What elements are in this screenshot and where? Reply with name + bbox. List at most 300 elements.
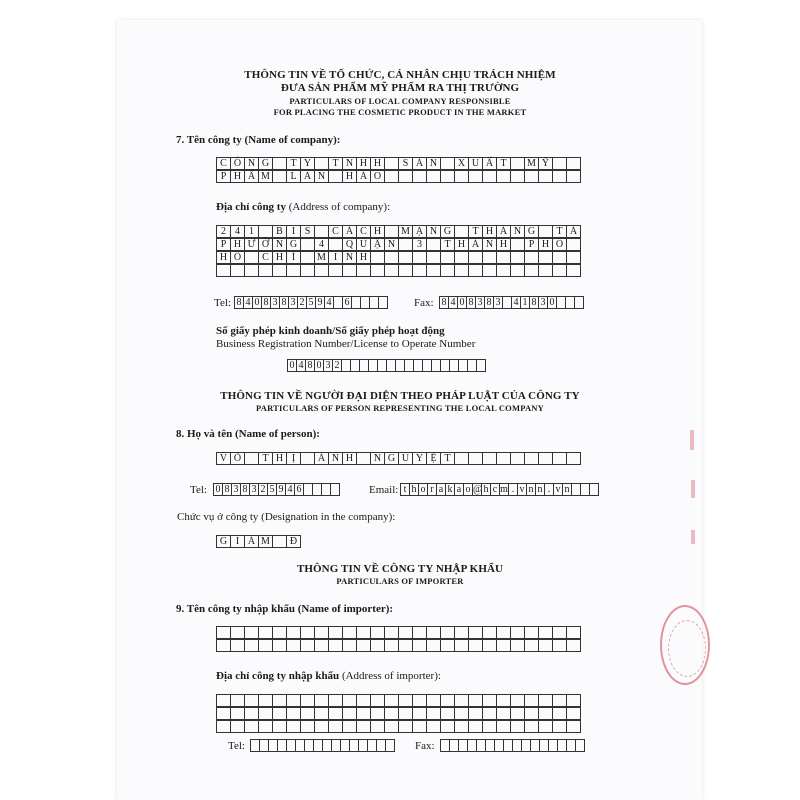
char-cell — [384, 170, 399, 183]
representative-heading-vn: THÔNG TIN VỀ NGƯỜI ĐẠI DIỆN THEO PHÁP LUẬT CỦA CÔNG TY — [220, 390, 580, 402]
company-address-row2[interactable] — [216, 238, 581, 251]
company-address-label-vn: Địa chỉ công ty — [216, 201, 286, 213]
char-cell: G — [286, 238, 301, 251]
char-cell — [300, 694, 315, 707]
char-cell — [342, 720, 357, 733]
char-cell: 3 — [231, 483, 241, 496]
importer-address-label-en: (Address of importer): — [341, 670, 441, 682]
char-cell: 3 — [538, 296, 548, 309]
char-cell: Ỹ — [538, 157, 553, 170]
char-cell: 8 — [261, 296, 271, 309]
char-cell — [216, 707, 231, 720]
char-cell: C — [356, 225, 371, 238]
char-cell — [314, 720, 329, 733]
char-cell: P — [524, 238, 539, 251]
char-cell — [384, 157, 399, 170]
char-cell: T — [328, 157, 343, 170]
char-cell: c — [490, 483, 500, 496]
char-cell — [300, 707, 315, 720]
char-cell: N — [426, 157, 441, 170]
char-cell — [510, 170, 525, 183]
char-cell — [385, 739, 395, 752]
char-cell — [412, 170, 427, 183]
char-cell — [230, 264, 245, 277]
char-cell — [258, 707, 273, 720]
char-cell: Á — [496, 225, 511, 238]
char-cell — [538, 251, 553, 264]
char-cell — [538, 170, 553, 183]
char-cell — [356, 452, 371, 465]
char-cell — [216, 639, 231, 652]
char-cell — [314, 157, 329, 170]
char-cell — [440, 264, 455, 277]
company-address-row1[interactable] — [216, 225, 581, 238]
char-cell: N — [342, 251, 357, 264]
char-cell: 3 — [412, 238, 427, 251]
char-cell — [566, 251, 581, 264]
char-cell — [314, 639, 329, 652]
char-cell — [468, 264, 483, 277]
char-cell — [328, 694, 343, 707]
char-cell: N — [328, 452, 343, 465]
char-cell — [524, 626, 539, 639]
char-cell — [524, 170, 539, 183]
char-cell: S — [398, 157, 413, 170]
char-cell — [552, 452, 567, 465]
char-cell: 8 — [466, 296, 476, 309]
char-cell — [552, 170, 567, 183]
char-cell — [552, 157, 567, 170]
char-cell: 3 — [323, 359, 333, 372]
char-cell — [272, 720, 287, 733]
char-cell: G — [384, 452, 399, 465]
char-cell — [370, 639, 385, 652]
char-cell — [510, 251, 525, 264]
char-cell — [314, 264, 329, 277]
char-cell: V — [216, 452, 231, 465]
char-cell — [496, 707, 511, 720]
designation-row[interactable] — [216, 535, 301, 548]
char-cell: M — [258, 535, 273, 548]
char-cell — [384, 694, 399, 707]
char-cell: 2 — [297, 296, 307, 309]
char-cell — [286, 639, 301, 652]
char-cell — [496, 251, 511, 264]
char-cell — [384, 264, 399, 277]
char-cell: G — [524, 225, 539, 238]
char-cell — [426, 707, 441, 720]
char-cell — [496, 452, 511, 465]
char-cell — [468, 251, 483, 264]
char-cell: T — [258, 452, 273, 465]
char-cell: M — [398, 225, 413, 238]
char-cell — [230, 694, 245, 707]
char-cell — [468, 170, 483, 183]
char-cell — [482, 707, 497, 720]
importer-address-row1[interactable] — [216, 694, 581, 707]
char-cell: 4 — [285, 483, 295, 496]
char-cell — [230, 720, 245, 733]
char-cell — [244, 720, 259, 733]
designation-label: Chức vụ ở công ty (Designation in the company): — [177, 511, 396, 523]
char-cell — [510, 639, 525, 652]
char-cell: N — [314, 170, 329, 183]
char-cell: 4 — [314, 238, 329, 251]
char-cell — [510, 626, 525, 639]
char-cell: M — [258, 170, 273, 183]
company-address-row3[interactable] — [216, 251, 581, 264]
char-cell — [398, 626, 413, 639]
char-cell — [398, 720, 413, 733]
char-cell: Ố — [552, 238, 567, 251]
representative-heading-en: PARTICULARS OF PERSON REPRESENTING THE LOCAL COMPANY — [256, 403, 544, 413]
char-cell: Ả — [356, 170, 371, 183]
char-cell — [272, 626, 287, 639]
char-cell — [342, 626, 357, 639]
char-cell: N — [384, 238, 399, 251]
char-cell: H — [342, 170, 357, 183]
char-cell — [524, 264, 539, 277]
char-cell: H — [454, 238, 469, 251]
char-cell: h — [481, 483, 491, 496]
char-cell — [482, 639, 497, 652]
char-cell: T — [552, 225, 567, 238]
char-cell — [258, 225, 273, 238]
char-cell — [272, 264, 287, 277]
company-tel-row[interactable] — [234, 296, 388, 309]
char-cell — [272, 694, 287, 707]
person-name-row[interactable] — [216, 452, 581, 465]
char-cell — [538, 452, 553, 465]
char-cell — [258, 639, 273, 652]
char-cell — [286, 264, 301, 277]
importer-address-row3[interactable] — [216, 720, 581, 733]
char-cell — [440, 639, 455, 652]
char-cell: G — [258, 157, 273, 170]
char-cell — [216, 720, 231, 733]
char-cell — [300, 639, 315, 652]
char-cell — [454, 225, 469, 238]
char-cell: a — [436, 483, 446, 496]
char-cell — [286, 694, 301, 707]
char-cell — [496, 626, 511, 639]
char-cell — [538, 694, 553, 707]
char-cell — [378, 296, 388, 309]
char-cell: H — [272, 251, 287, 264]
char-cell — [330, 483, 340, 496]
importer-address-row2[interactable] — [216, 707, 581, 720]
char-cell: 0 — [457, 296, 467, 309]
char-cell: k — [445, 483, 455, 496]
char-cell — [426, 720, 441, 733]
char-cell: P — [216, 170, 231, 183]
char-cell: N — [482, 238, 497, 251]
char-cell: 3 — [270, 296, 280, 309]
char-cell: Ẩ — [244, 170, 259, 183]
char-cell — [328, 264, 343, 277]
char-cell: 4 — [448, 296, 458, 309]
char-cell — [370, 264, 385, 277]
importer-address-label — [216, 670, 441, 682]
char-cell — [412, 626, 427, 639]
char-cell: 0 — [252, 296, 262, 309]
char-cell: 2 — [258, 483, 268, 496]
char-cell — [384, 720, 399, 733]
char-cell: @ — [473, 484, 483, 495]
char-cell: Á — [244, 535, 259, 548]
char-cell — [356, 264, 371, 277]
char-cell: 4 — [243, 296, 253, 309]
char-cell — [566, 626, 581, 639]
char-cell — [496, 170, 511, 183]
char-cell: Á — [342, 225, 357, 238]
char-cell — [454, 251, 469, 264]
char-cell: H — [356, 251, 371, 264]
char-cell — [566, 639, 581, 652]
char-cell — [454, 720, 469, 733]
char-cell — [356, 626, 371, 639]
company-tel-label: Tel: — [214, 297, 231, 309]
char-cell: H — [230, 170, 245, 183]
char-cell — [510, 694, 525, 707]
char-cell: Ồ — [230, 251, 245, 264]
char-cell — [244, 626, 259, 639]
char-cell — [440, 720, 455, 733]
char-cell — [468, 639, 483, 652]
char-cell — [384, 251, 399, 264]
char-cell: C — [328, 225, 343, 238]
license-row[interactable] — [287, 359, 486, 372]
char-cell — [552, 694, 567, 707]
char-cell: M — [314, 251, 329, 264]
char-cell: 5 — [306, 296, 316, 309]
char-cell: o — [463, 483, 473, 496]
char-cell: U — [356, 238, 371, 251]
char-cell — [398, 694, 413, 707]
company-fax-label: Fax: — [414, 297, 434, 309]
red-mark — [690, 430, 694, 450]
importer-tel-row[interactable] — [250, 739, 395, 752]
char-cell: T — [440, 238, 455, 251]
char-cell — [272, 707, 287, 720]
char-cell: n — [562, 483, 572, 496]
char-cell — [566, 264, 581, 277]
char-cell: U — [398, 452, 413, 465]
char-cell: 1 — [244, 225, 259, 238]
char-cell — [566, 452, 581, 465]
char-cell: 8 — [305, 359, 315, 372]
char-cell: 4 — [324, 296, 334, 309]
char-cell: P — [216, 238, 231, 251]
red-mark — [691, 530, 695, 544]
char-cell — [510, 707, 525, 720]
char-cell — [258, 694, 273, 707]
person-name-label: 8. Họ và tên (Name of person): — [176, 428, 320, 440]
char-cell: Á — [314, 452, 329, 465]
char-cell: T — [468, 225, 483, 238]
char-cell — [384, 639, 399, 652]
char-cell — [482, 251, 497, 264]
char-cell: T — [286, 157, 301, 170]
char-cell — [398, 238, 413, 251]
char-cell — [342, 707, 357, 720]
importer-name-row1[interactable] — [216, 626, 581, 639]
char-cell — [468, 626, 483, 639]
char-cell — [216, 694, 231, 707]
char-cell: Õ — [230, 452, 245, 465]
char-cell — [468, 694, 483, 707]
company-address-row4[interactable] — [216, 264, 581, 277]
char-cell — [510, 264, 525, 277]
char-cell: n — [526, 483, 536, 496]
char-cell — [426, 170, 441, 183]
char-cell — [272, 535, 287, 548]
company-name-row1[interactable] — [216, 157, 581, 170]
char-cell — [300, 720, 315, 733]
char-cell — [258, 264, 273, 277]
char-cell — [398, 170, 413, 183]
char-cell — [482, 720, 497, 733]
char-cell — [566, 707, 581, 720]
char-cell: 3 — [493, 296, 503, 309]
importer-tel-label: Tel: — [228, 740, 245, 752]
char-cell: h — [409, 483, 419, 496]
char-cell: N — [426, 225, 441, 238]
char-cell — [398, 264, 413, 277]
char-cell — [384, 707, 399, 720]
char-cell: 2 — [332, 359, 342, 372]
license-label-vn: Số giấy phép kinh doanh/Số giấy phép hoạt động — [216, 325, 445, 337]
char-cell — [272, 157, 287, 170]
char-cell: 0 — [213, 483, 223, 496]
char-cell: 4 — [511, 296, 521, 309]
char-cell — [510, 452, 525, 465]
char-cell — [384, 225, 399, 238]
char-cell — [300, 626, 315, 639]
char-cell — [328, 170, 343, 183]
char-cell: a — [454, 483, 464, 496]
char-cell: H — [272, 452, 287, 465]
char-cell: H — [496, 238, 511, 251]
char-cell — [454, 626, 469, 639]
char-cell — [538, 264, 553, 277]
char-cell — [454, 694, 469, 707]
char-cell — [482, 170, 497, 183]
char-cell — [524, 694, 539, 707]
person-email-row[interactable] — [400, 483, 599, 496]
company-name-label: 7. Tên công ty (Name of company): — [176, 134, 341, 146]
char-cell: I — [230, 535, 245, 548]
person-tel-label: Tel: — [190, 484, 207, 496]
char-cell: H — [216, 251, 231, 264]
company-name-row2[interactable] — [216, 170, 581, 183]
char-cell — [552, 626, 567, 639]
char-cell: Ạ — [412, 225, 427, 238]
char-cell: Á — [566, 225, 581, 238]
char-cell: 9 — [276, 483, 286, 496]
char-cell — [412, 694, 427, 707]
char-cell: 1 — [520, 296, 530, 309]
char-cell: B — [272, 225, 287, 238]
char-cell — [370, 694, 385, 707]
char-cell: 8 — [240, 483, 250, 496]
char-cell: 8 — [279, 296, 289, 309]
char-cell: N — [342, 157, 357, 170]
char-cell: H — [370, 225, 385, 238]
char-cell — [482, 694, 497, 707]
char-cell — [482, 264, 497, 277]
company-address-label-en: (Address of company): — [288, 201, 391, 213]
char-cell — [216, 626, 231, 639]
char-cell: 8 — [234, 296, 244, 309]
char-cell: Y — [412, 452, 427, 465]
company-fax-row[interactable] — [439, 296, 584, 309]
red-mark — [691, 480, 695, 498]
char-cell: Đ — [286, 535, 301, 548]
char-cell: Q — [342, 238, 357, 251]
char-cell: Ờ — [258, 238, 273, 251]
char-cell: . — [544, 483, 554, 496]
char-cell — [370, 720, 385, 733]
char-cell: 4 — [230, 225, 245, 238]
header-vn-line2: ĐƯA SẢN PHẨM MỸ PHẨM RA THỊ TRƯỜNG — [280, 82, 520, 94]
char-cell — [524, 720, 539, 733]
char-cell — [412, 720, 427, 733]
char-cell — [398, 639, 413, 652]
char-cell — [286, 626, 301, 639]
char-cell: N — [244, 157, 259, 170]
importer-heading-en: PARTICULARS OF IMPORTER — [336, 576, 464, 586]
char-cell — [496, 264, 511, 277]
char-cell: 0 — [287, 359, 297, 372]
char-cell — [300, 264, 315, 277]
char-cell: Ả — [412, 157, 427, 170]
char-cell — [524, 639, 539, 652]
char-cell — [552, 264, 567, 277]
char-cell — [496, 639, 511, 652]
char-cell: M — [524, 157, 539, 170]
char-cell: T — [440, 452, 455, 465]
char-cell — [440, 157, 455, 170]
char-cell: Ấ — [482, 157, 497, 170]
char-cell: 3 — [288, 296, 298, 309]
char-cell: H — [482, 225, 497, 238]
char-cell — [286, 720, 301, 733]
char-cell — [566, 720, 581, 733]
char-cell: G — [440, 225, 455, 238]
importer-name-row2[interactable] — [216, 639, 581, 652]
char-cell — [342, 639, 357, 652]
char-cell — [440, 694, 455, 707]
char-cell: 9 — [315, 296, 325, 309]
char-cell — [454, 170, 469, 183]
char-cell — [426, 694, 441, 707]
char-cell — [440, 251, 455, 264]
char-cell — [244, 251, 259, 264]
char-cell — [412, 251, 427, 264]
char-cell: Í — [286, 251, 301, 264]
char-cell: Ư — [244, 238, 259, 251]
char-cell — [398, 251, 413, 264]
importer-fax-row[interactable] — [440, 739, 585, 752]
char-cell — [552, 639, 567, 652]
person-tel-row[interactable] — [213, 483, 340, 496]
char-cell — [314, 225, 329, 238]
char-cell: m — [500, 484, 508, 495]
char-cell — [230, 626, 245, 639]
char-cell — [272, 170, 287, 183]
char-cell: 6 — [342, 296, 352, 309]
